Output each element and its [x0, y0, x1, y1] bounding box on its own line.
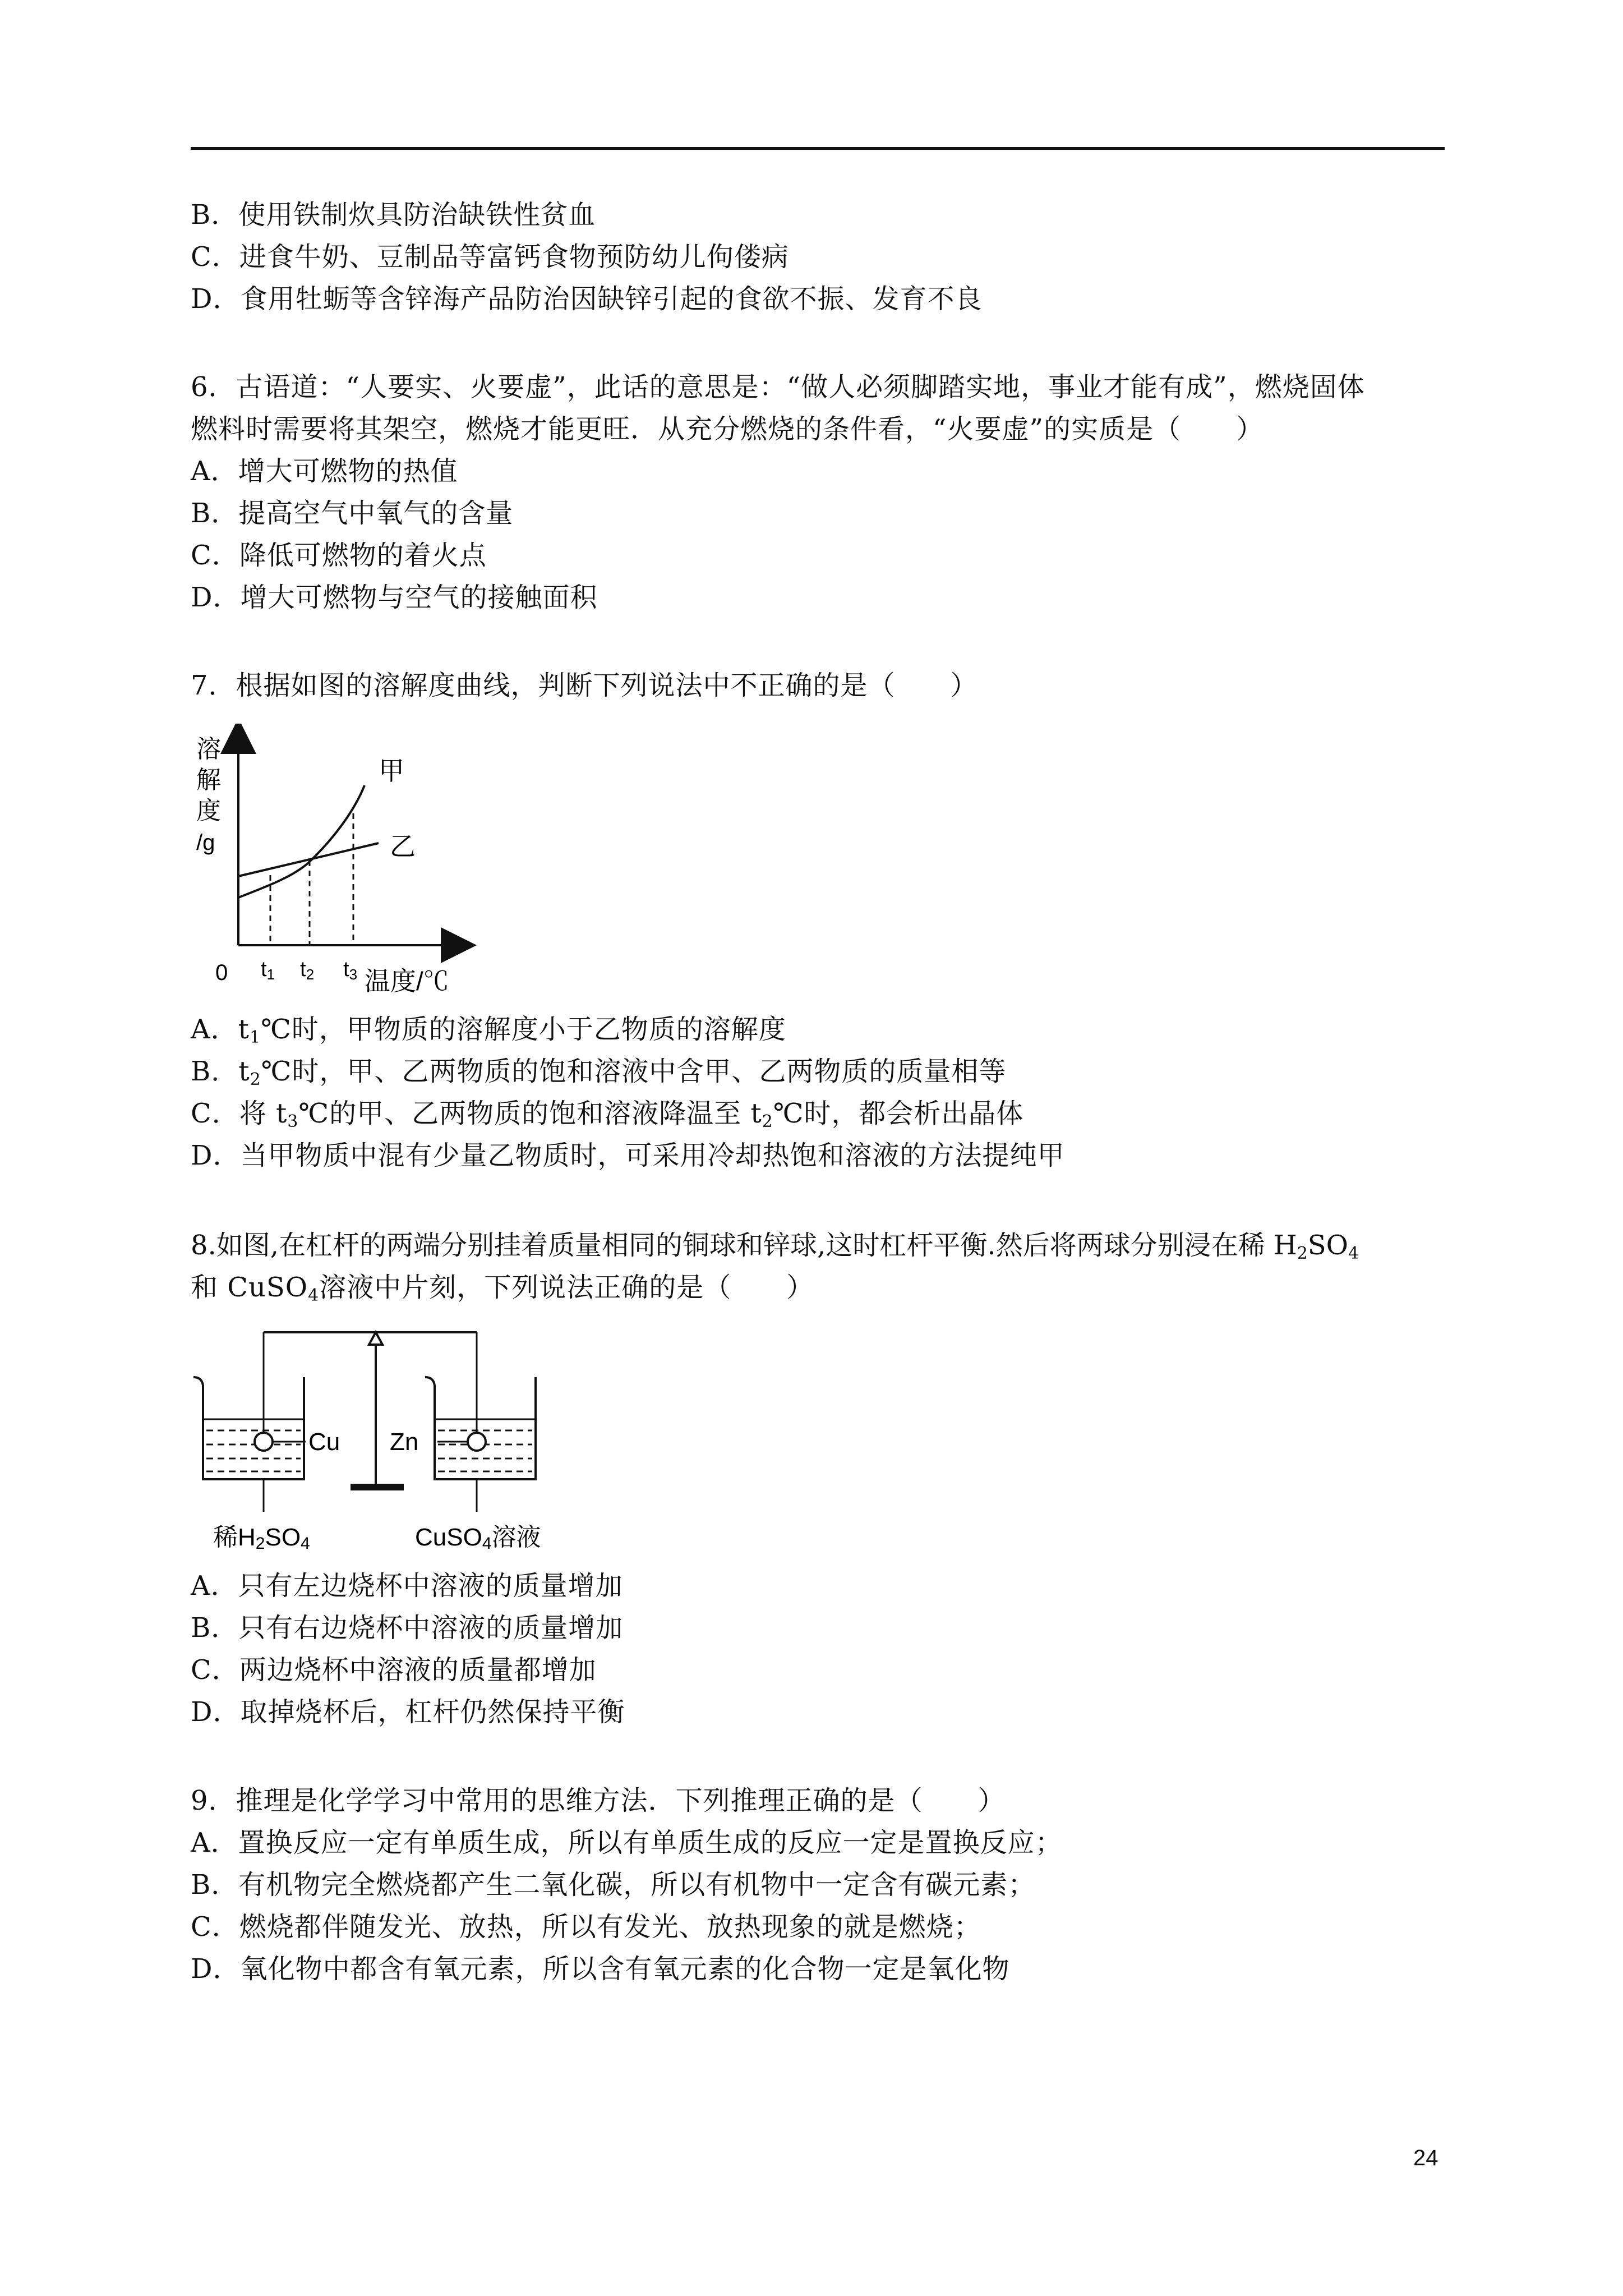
q9-stem: 9．推理是化学学习中常用的思维方法．下列推理正确的是（ ） [191, 1785, 1006, 1816]
left-liquid-dashes [206, 1430, 301, 1471]
q8-option-c: C．两边烧杯中溶液的质量都增加 [191, 1654, 597, 1686]
q6-stem-line2: 燃料时需要将其架空，燃烧才能更旺．从充分燃烧的条件看，“火要虚”的实质是（ ） [191, 413, 1264, 445]
q9-option-a: A．置换反应一定有单质生成，所以有单质生成的反应一定是置换反应； [191, 1827, 1063, 1858]
y-axis-label-3: 度 [196, 797, 221, 825]
cu-label: Cu [308, 1428, 340, 1456]
q7-option-a: A．$t_1℃$时，甲物质的溶解度小于乙物质的溶解度 [191, 1014, 786, 1047]
q9-option-d: D．氧化物中都含有氧元素，所以含有氧元素的化合物一定是氧化物 [191, 1953, 1010, 1985]
tick-label-t3: t3 [343, 958, 358, 983]
prev-option-c: C．进食牛奶、豆制品等富钙食物预防幼儿佝偻病 [191, 241, 789, 273]
q8-option-d: D．取掉烧杯后，杠杆仍然保持平衡 [191, 1696, 625, 1728]
q7-option-c: C．将 $t_3℃$的甲、乙两物质的饱和溶液降温至 $t_2℃$时，都会析出晶体 [191, 1098, 1024, 1131]
q8-stem-line1: 8.如图,在杠杆的两端分别挂着质量相同的铜球和锌球,这时杠杆平衡.然后将两球分别浸在稀 $H_2SO_4$ [191, 1230, 1359, 1263]
right-beaker [425, 1377, 536, 1479]
zn-ball [468, 1433, 486, 1451]
q6-option-a: A．增大可燃物的热值 [191, 455, 458, 487]
q7-option-d: D．当甲物质中混有少量乙物质时，可采用冷却热饱和溶液的方法提纯甲 [191, 1140, 1065, 1171]
q7-stem: 7．根据如图的溶解度曲线，判断下列说法中不正确的是（ ） [191, 670, 978, 701]
zn-label: Zn [390, 1428, 419, 1456]
tick-label-t2: t2 [300, 958, 315, 983]
q9-option-c: C．燃烧都伴随发光、放热，所以有发光、放热现象的就是燃烧； [191, 1911, 981, 1943]
tick-label-t1: t1 [261, 958, 275, 983]
q9-option-b: B．有机物完全燃烧都产生二氧化碳，所以有机物中一定含有碳元素； [191, 1869, 1036, 1901]
q6-stem-line1: 6．古语道：“人要实、火要虚”，此话的意思是：“做人必须脚踏实地，事业才能有成”，燃烧固体 [191, 371, 1365, 403]
lever-base [351, 1484, 404, 1490]
curve-jia [238, 785, 365, 898]
y-axis-label-1: 溶 [196, 735, 221, 763]
prev-option-b: B．使用铁制炊具防治缺铁性贫血 [191, 199, 596, 231]
left-beaker [193, 1377, 304, 1479]
q7-option-b: B．$t_2℃$时，甲、乙两物质的饱和溶液中含甲、乙两物质的质量相等 [191, 1056, 1007, 1089]
q8-option-b: B．只有右边烧杯中溶液的质量增加 [191, 1612, 624, 1644]
q6-option-d: D．增大可燃物与空气的接触面积 [191, 582, 598, 613]
origin-label: 0 [215, 960, 228, 985]
solubility-curve-figure [191, 724, 482, 1010]
y-axis-label-4: /g [196, 830, 215, 855]
right-solution-label: CuSO4溶液 [415, 1524, 541, 1553]
x-axis-label: 温度/℃ [365, 967, 449, 996]
prev-option-d: D．食用牡蛎等含锌海产品防治因缺锌引起的食欲不振、发育不良 [191, 283, 983, 315]
lever-beaker-figure [191, 1315, 572, 1562]
cu-ball [255, 1433, 273, 1451]
q8-stem-line2: 和 CuSO$_4$溶液中片刻，下列说法正确的是（ ） [191, 1272, 814, 1305]
pivot-triangle [369, 1332, 382, 1345]
page-number: 24 [1413, 2146, 1438, 2170]
series-label-yi: 乙 [390, 832, 416, 861]
q6-option-b: B．提高空气中氧气的含量 [191, 498, 514, 529]
q8-option-a: A．只有左边烧杯中溶液的质量增加 [191, 1570, 623, 1602]
left-solution-label: 稀H2SO4 [213, 1524, 310, 1553]
q6-option-c: C．降低可燃物的着火点 [191, 540, 487, 571]
series-label-jia: 甲 [379, 756, 404, 785]
y-axis-label-2: 解 [196, 766, 221, 794]
curve-yi [238, 843, 379, 876]
header-rule [191, 147, 1445, 150]
